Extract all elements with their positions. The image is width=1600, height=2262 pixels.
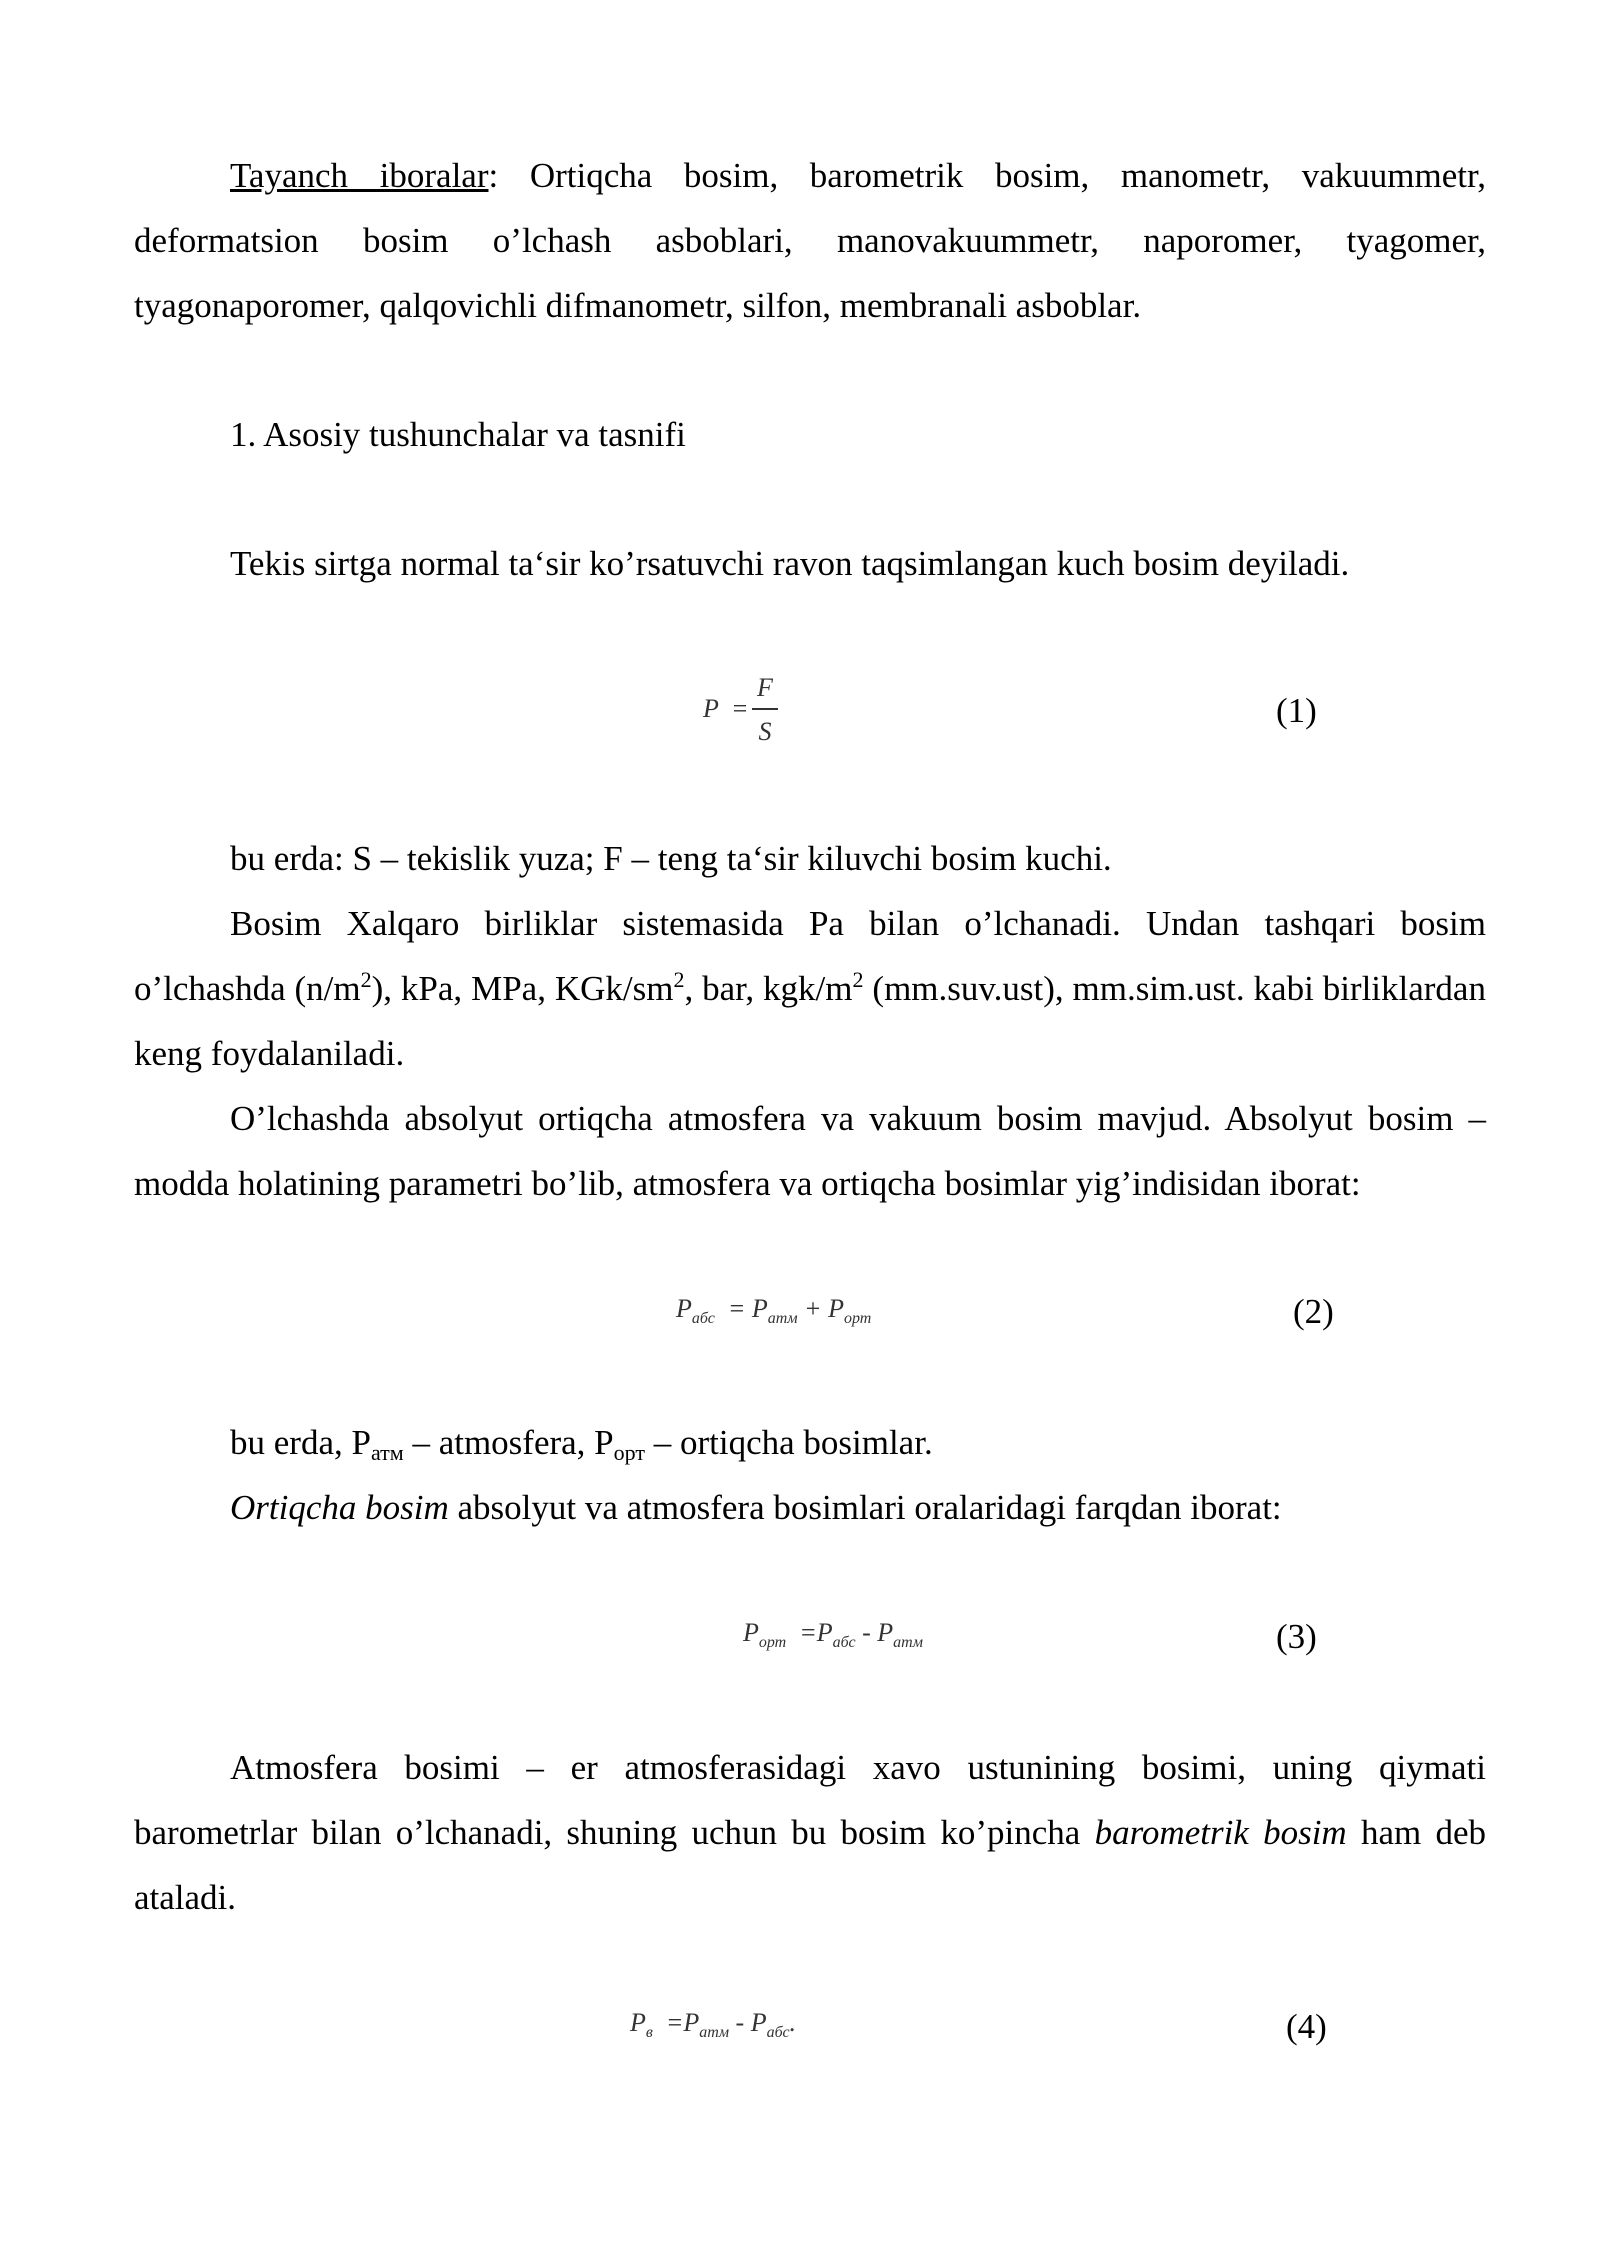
eq3-number: (3) xyxy=(1276,1617,1317,1656)
eq1-number: (1) xyxy=(1276,691,1317,730)
eq2-plus: + xyxy=(804,1294,822,1323)
eq4-term-2: P xyxy=(683,2008,700,2037)
eq1-numerator: F xyxy=(757,673,773,702)
eq3-sub-1: орт xyxy=(758,1634,787,1651)
where2-sub-1: атм xyxy=(370,1440,404,1465)
units-paragraph xyxy=(134,891,1486,1086)
eq3-minus: - xyxy=(862,1618,871,1647)
keywords-text: : Ortiqcha bosim, barometrik bosim, manometr, vakuummetr, deformatsion bosim o’lchash asboblari, manovakuummetr, naporomer, tyagomer, tyagonaporomer, qalqovichli difmanometr, silfon, membranali asboblar. xyxy=(134,156,1486,325)
eq4-sub-3: абс xyxy=(766,2024,790,2041)
atm-text-1: Atmosfera bosimi – er atmosferasidagi xavo ustunining bosimi, uning qiymati barometrlar bilan o’lchanadi, shuning uchun bu bosim ko’pincha xyxy=(134,1748,1486,1852)
where2-sub-2: орт xyxy=(613,1440,645,1465)
eq4-sub-2: атм xyxy=(699,2024,730,2041)
units-sup-2: 2 xyxy=(673,967,685,992)
eq4-equals: = xyxy=(665,2008,684,2037)
section-heading: 1. Asosiy tushunchalar va tasnifi xyxy=(230,415,686,454)
equation-4 xyxy=(630,2008,796,2042)
where-1-paragraph: bu erda: S – tekislik yuza; F – teng ta‘sir kiluvchi bosim kuchi. xyxy=(230,839,1112,878)
eq2-term-2: P xyxy=(751,1294,768,1323)
atm-text-2: ham deb ataladi. xyxy=(134,1813,1486,1917)
eq1-lhs: P xyxy=(703,694,719,723)
keywords-paragraph xyxy=(134,143,1486,338)
eq2-term-3: P xyxy=(828,1294,844,1323)
eq4-sub-1: в xyxy=(645,2024,653,2041)
equation-2 xyxy=(676,1294,871,1328)
eq4-term-1: P xyxy=(630,2008,646,2037)
eq1-fraction-line xyxy=(752,708,778,710)
eq2-equals: = xyxy=(727,1294,746,1323)
where-2-paragraph xyxy=(134,1410,1486,1475)
units-text-4: (mm.suv.ust), mm.sim.ust. kabi birliklardan keng foydalaniladi. xyxy=(134,969,1486,1073)
eq2-sub-1: абс xyxy=(691,1310,715,1327)
eq3-equals: = xyxy=(799,1618,817,1647)
eq2-number: (2) xyxy=(1293,1292,1334,1331)
excess-pressure-text: absolyut va atmosfera bosimlari oralaridagi farqdan iborat: xyxy=(448,1488,1282,1527)
eq3-term-1: P xyxy=(743,1618,759,1647)
units-text-1: Bosim Xalqaro birliklar sistemasida Pa bilan o’lchanadi. Undan tashqari bosim o’lchashda (n/m xyxy=(134,904,1486,1008)
excess-pressure-paragraph xyxy=(134,1475,1486,1540)
definition-paragraph: Tekis sirtga normal ta‘sir ko’rsatuvchi ravon taqsimlangan kuch bosim deyiladi. xyxy=(230,544,1350,583)
units-text-2: ), kPa, MPa, KGk/sm xyxy=(371,969,674,1008)
barometric-pressure-term: barometrik bosim xyxy=(1094,1813,1347,1852)
excess-pressure-term: Ortiqcha bosim xyxy=(230,1488,449,1527)
keywords-label: Tayanch iboralar xyxy=(230,156,489,195)
units-text-3: , bar, kgk/m xyxy=(684,969,853,1008)
eq4-period: . xyxy=(789,2008,797,2037)
eq1-equals: = xyxy=(731,694,749,723)
where2-text-1: bu erda, P xyxy=(230,1423,371,1462)
eq4-term-3: P xyxy=(750,2008,767,2037)
eq2-sub-3: орт xyxy=(843,1310,872,1327)
units-sup-3: 2 xyxy=(852,967,864,992)
absolute-pressure-paragraph: O’lchashda absolyut ortiqcha atmosfera va vakuum bosim mavjud. Absolyut bosim – modda holatining parametri bo’lib, atmosfera va ortiqcha bosimlar yig’indisidan iborat: xyxy=(134,1099,1486,1203)
eq1-denominator: S xyxy=(758,717,772,746)
atmospheric-pressure-paragraph xyxy=(134,1735,1486,1930)
where2-text-2: – atmosfera, P xyxy=(403,1423,614,1462)
eq3-term-2: P xyxy=(816,1618,833,1647)
units-sup-1: 2 xyxy=(360,967,372,992)
eq2-sub-2: атм xyxy=(767,1310,798,1327)
eq3-sub-3: атм xyxy=(893,1634,923,1651)
equation-3 xyxy=(743,1618,923,1652)
eq4-number: (4) xyxy=(1286,2007,1327,2046)
eq3-term-3: P xyxy=(877,1618,894,1647)
eq2-term-1: P xyxy=(676,1294,692,1323)
eq4-minus: - xyxy=(735,2008,745,2037)
where2-text-3: – ortiqcha bosimlar. xyxy=(644,1423,933,1462)
eq3-sub-2: абс xyxy=(832,1634,856,1651)
